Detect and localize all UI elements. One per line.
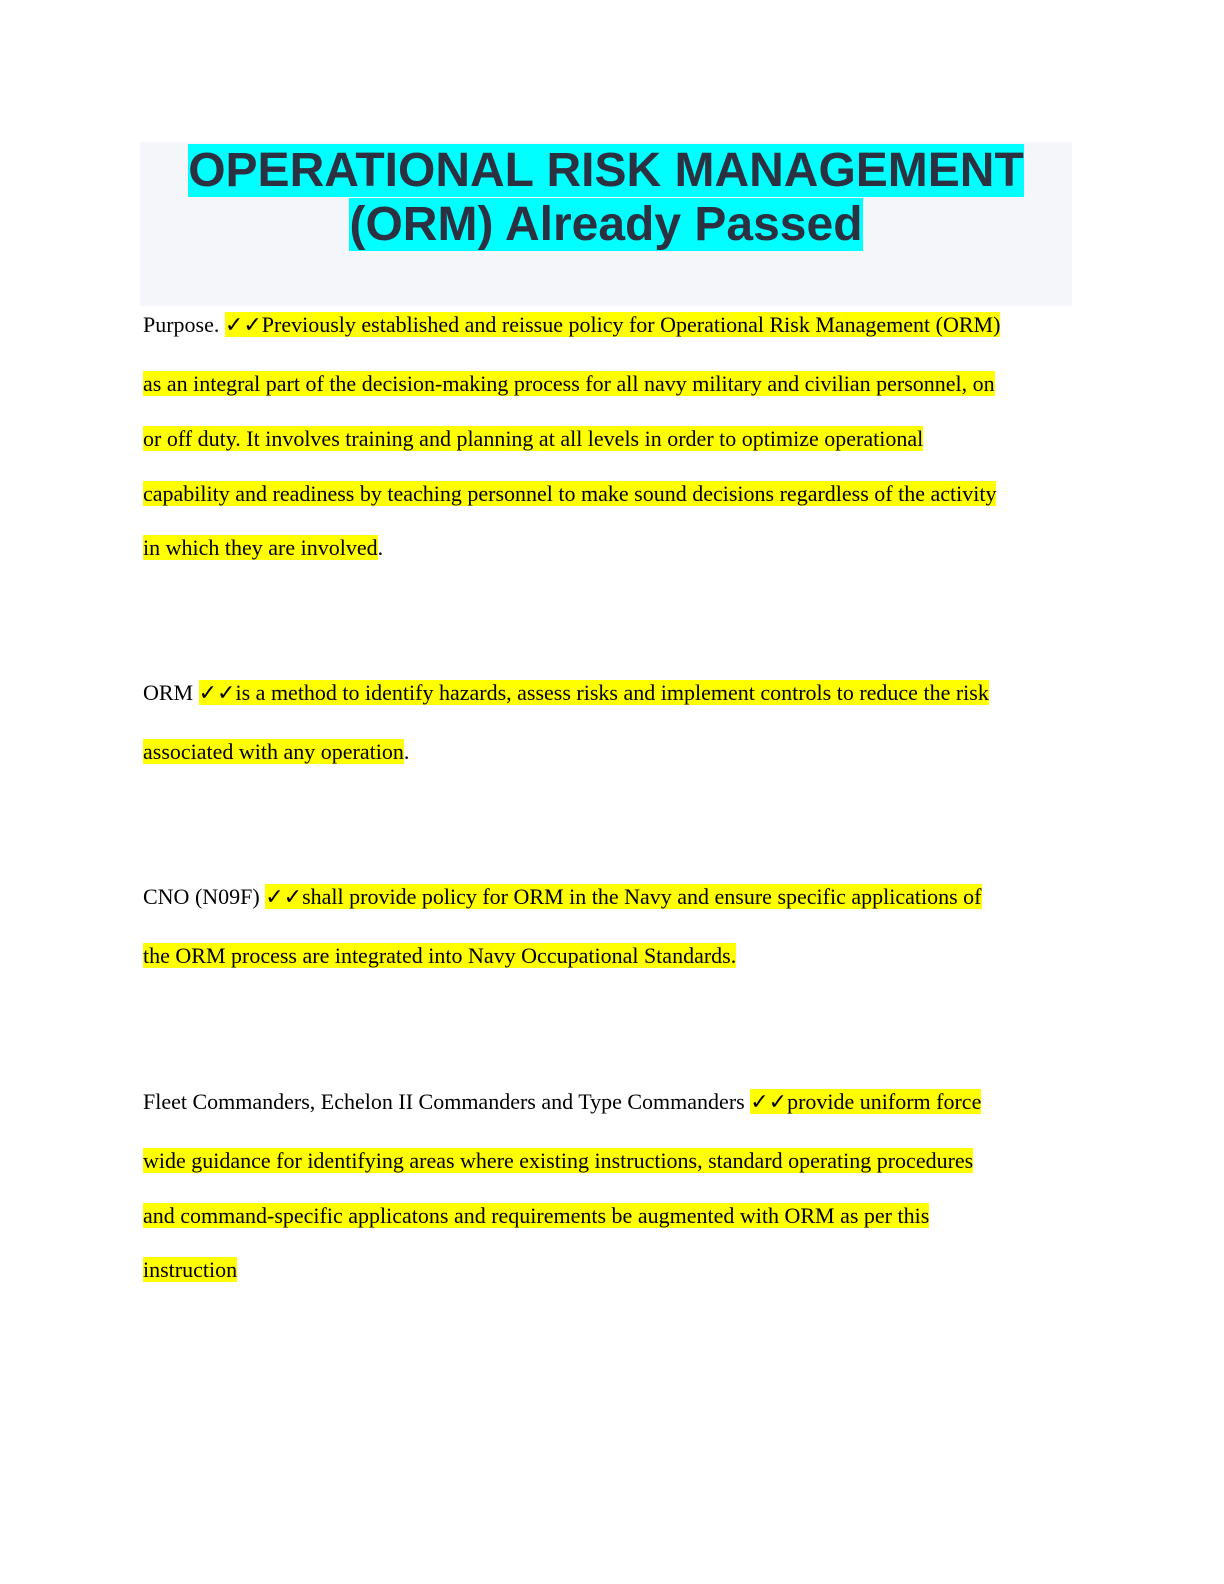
paragraph-line <box>143 370 995 398</box>
paragraph-line <box>143 883 982 911</box>
document-title-line-2 <box>140 198 1072 252</box>
answer-text: the ORM process are integrated into Navy Occupational Standards. <box>143 943 737 968</box>
title-highlight-1: OPERATIONAL RISK MANAGEMENT <box>188 144 1024 197</box>
answer-text: shall provide policy for ORM in the Navy and ensure specific applications of <box>302 884 982 909</box>
paragraph-term: Purpose. <box>143 312 225 337</box>
paragraph-line <box>143 480 996 508</box>
highlighted-answer <box>750 1089 981 1114</box>
paragraph-line <box>143 1202 929 1230</box>
answer-text: and command-specific applicatons and requirements be augmented with ORM as per this <box>143 1203 930 1228</box>
answer-text: wide guidance for identifying areas where existing instructions, standard operating procedures <box>143 1148 974 1173</box>
paragraph-term: ORM <box>143 680 199 705</box>
paragraph-line <box>143 311 1000 339</box>
highlighted-answer <box>225 312 1001 337</box>
paragraph-line <box>143 1256 237 1284</box>
paragraph-line <box>143 679 989 707</box>
answer-text: is a method to identify hazards, assess risks and implement controls to reduce the risk <box>235 680 989 705</box>
paragraph-line <box>143 1088 981 1116</box>
paragraph-line <box>143 738 409 766</box>
paragraph-line <box>143 534 383 562</box>
highlighted-answer <box>199 680 989 705</box>
trailing-punctuation: . <box>403 739 410 764</box>
double-check-icon: ✓✓ <box>224 313 262 338</box>
answer-text: capability and readiness by teaching personnel to make sound decisions regardless of the activity <box>143 481 997 506</box>
paragraph-line <box>143 425 923 453</box>
answer-text: instruction <box>143 1257 238 1282</box>
answer-text: or off duty. It involves training and planning at all levels in order to optimize operational <box>143 426 924 451</box>
answer-text: Previously established and reissue policy for Operational Risk Management (ORM) <box>261 312 1001 337</box>
paragraph-line <box>143 942 736 970</box>
answer-text: as an integral part of the decision-making process for all navy military and civilian personnel, on <box>143 371 995 396</box>
document-title-block <box>140 142 1072 306</box>
paragraph-term: CNO (N09F) <box>143 884 266 909</box>
double-check-icon: ✓✓ <box>750 1090 788 1115</box>
title-highlight-2: (ORM) Already Passed <box>349 198 863 251</box>
highlighted-answer <box>265 884 981 909</box>
paragraph-line <box>143 1147 973 1175</box>
double-check-icon: ✓✓ <box>198 681 236 706</box>
answer-text: in which they are involved <box>143 535 378 560</box>
answer-text: provide uniform force <box>787 1089 982 1114</box>
document-title-line-1 <box>140 144 1072 198</box>
double-check-icon: ✓✓ <box>265 885 303 910</box>
paragraph-term: Fleet Commanders, Echelon II Commanders and Type Commanders <box>143 1089 751 1114</box>
trailing-punctuation: . <box>377 535 384 560</box>
answer-text: associated with any operation <box>143 739 404 764</box>
